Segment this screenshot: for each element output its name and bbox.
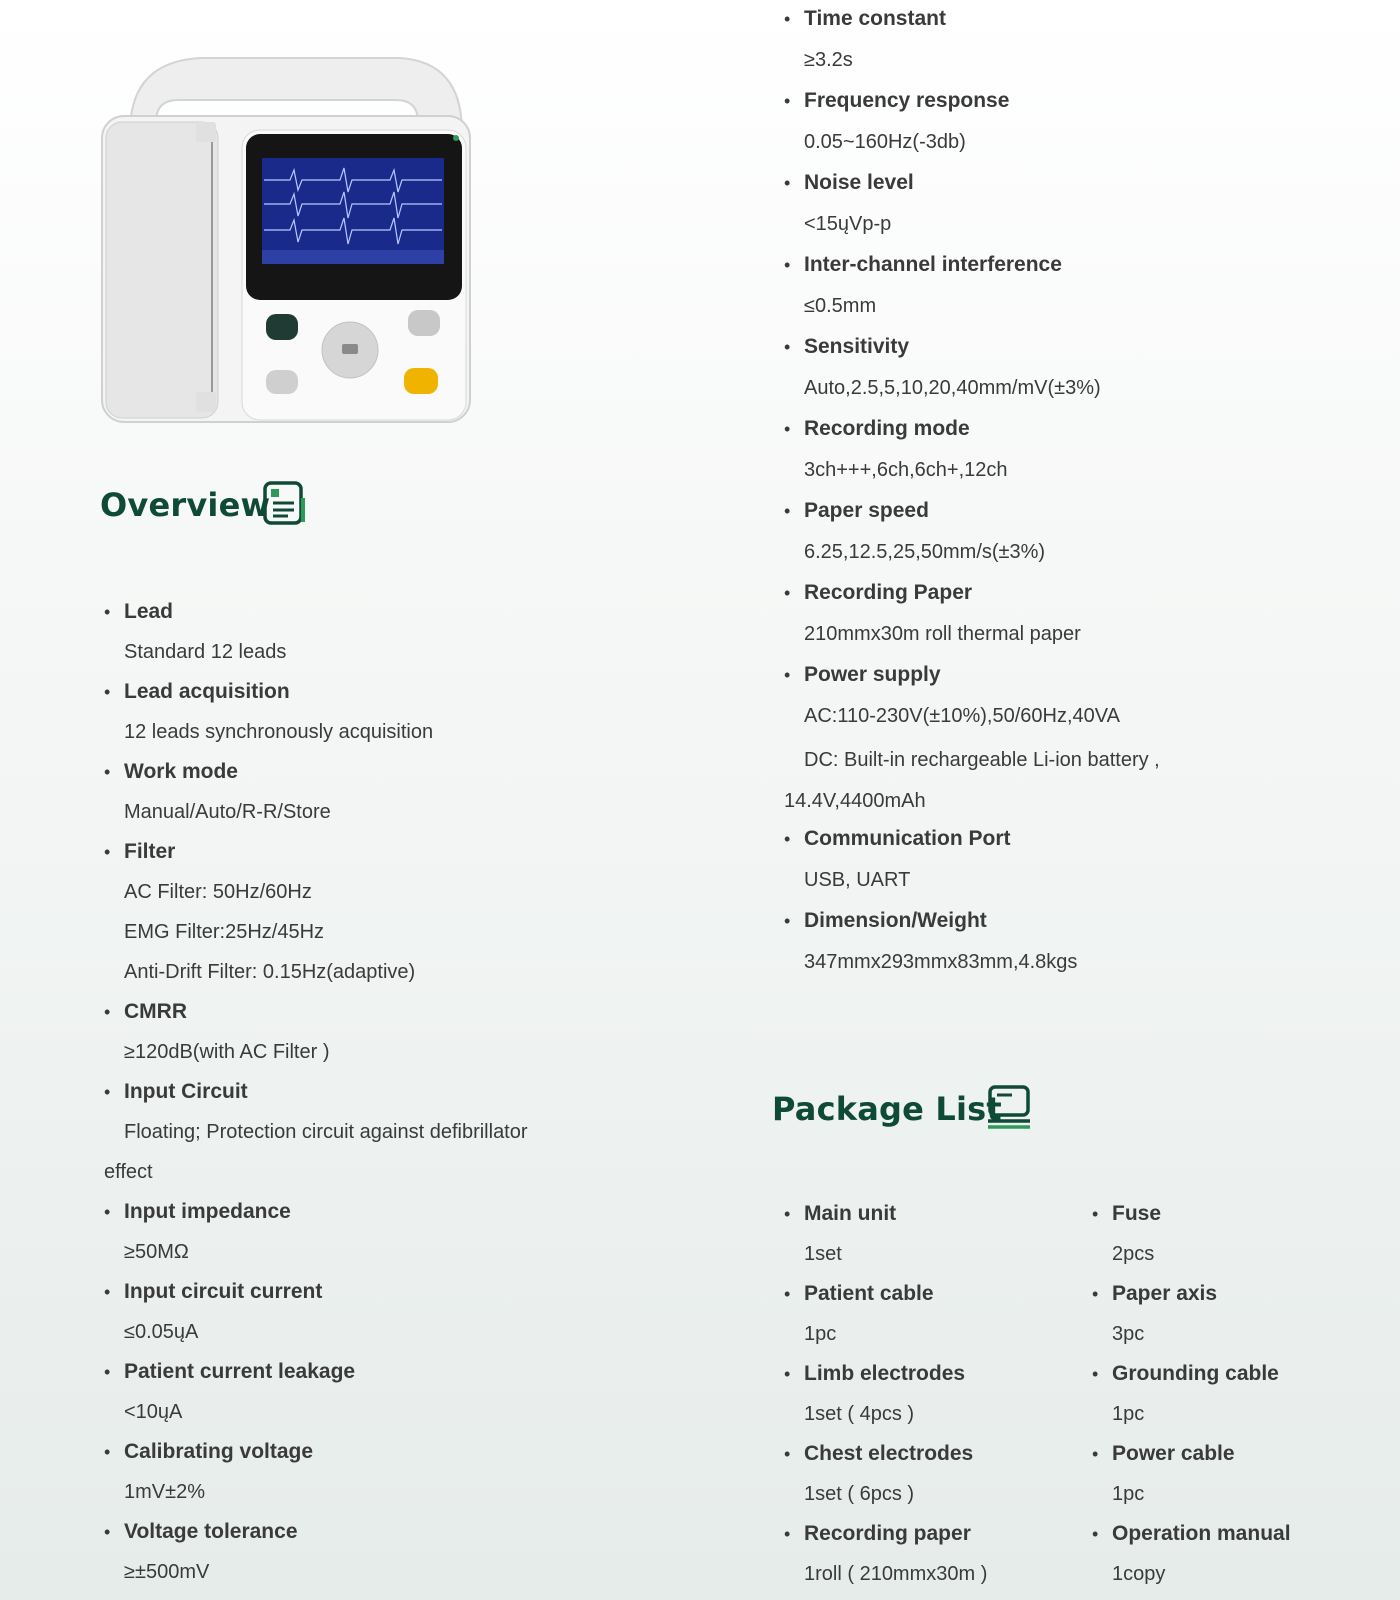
spec-work-mode <box>104 752 664 832</box>
spec-label: • Frequency response <box>804 89 1010 112</box>
spec-label: • Time constant <box>804 7 946 30</box>
spec-noise-level <box>784 164 1384 246</box>
spec-lead-acquisition <box>104 672 664 752</box>
spec-label: • Input circuit current <box>124 1280 323 1303</box>
spec-value: EMG Filter:25Hz/45Hz <box>124 921 325 943</box>
spec-input-circuit <box>104 1072 664 1192</box>
spec-label: • Power supply <box>804 663 941 686</box>
package-item-qty: 1set ( 6pcs ) <box>804 1483 915 1505</box>
package-item-label: • Power cable <box>1112 1442 1235 1465</box>
spec-value: AC:110-230V(±10%),50/60Hz,40VA <box>804 705 1120 727</box>
spec-inter-channel-interference <box>784 246 1384 328</box>
spec-communication-port <box>784 820 1384 902</box>
spec-calibrating-voltage <box>104 1432 664 1512</box>
laptop-icon <box>986 1084 1032 1130</box>
overview-spec-list <box>104 592 664 1592</box>
spec-value: DC: Built-in rechargeable Li-ion battery , <box>804 749 1160 771</box>
package-item-label: • Paper axis <box>1112 1282 1218 1305</box>
package-list-left <box>784 1194 1084 1594</box>
spec-input-impedance <box>104 1192 664 1272</box>
package-item-label: • Chest electrodes <box>804 1442 974 1465</box>
spec-value: 14.4V,4400mAh <box>784 790 926 812</box>
spec-lead <box>104 592 664 672</box>
spec-paper-speed <box>784 492 1384 574</box>
spec-value: 1mV±2% <box>124 1481 206 1503</box>
spec-value: 210mmx30m roll thermal paper <box>804 623 1081 645</box>
spec-label: • Inter-channel interference <box>804 253 1062 276</box>
spec-input-circuit-current <box>104 1272 664 1352</box>
spec-sensitivity <box>784 328 1384 410</box>
package-item <box>784 1194 1084 1274</box>
spec-cmrr <box>104 992 664 1072</box>
spec-label: • Calibrating voltage <box>124 1440 314 1463</box>
package-item <box>784 1354 1084 1434</box>
spec-dimension-weight <box>784 902 1384 984</box>
package-item-label: • Recording paper <box>804 1522 971 1545</box>
spec-label: • Work mode <box>124 760 238 783</box>
spec-label: • Communication Port <box>804 827 1011 850</box>
spec-value: ≤0.5mm <box>804 295 877 317</box>
spec-value: Anti-Drift Filter: 0.15Hz(adaptive) <box>124 961 416 983</box>
package-item-label: • Patient cable <box>804 1282 934 1305</box>
spec-value: 0.05~160Hz(-3db) <box>804 131 966 153</box>
package-item-qty: 1pc <box>1112 1403 1145 1425</box>
spec-recording-paper <box>784 574 1384 656</box>
spec-label: • Input impedance <box>124 1200 291 1223</box>
package-item-label: • Grounding cable <box>1112 1362 1279 1385</box>
package-item-label: • Main unit <box>804 1202 897 1225</box>
spec-value: Standard 12 leads <box>124 641 287 663</box>
spec-value: ≥120dB(with AC Filter ) <box>124 1041 330 1063</box>
spec-label: • Filter <box>124 840 176 863</box>
spec-filter <box>104 832 664 992</box>
package-item-qty: 3pc <box>1112 1323 1145 1345</box>
spec-label: • Sensitivity <box>804 335 910 358</box>
package-item <box>784 1434 1084 1514</box>
spec-value: Floating; Protection circuit against defibrillator <box>124 1121 528 1143</box>
spec-value: Manual/Auto/R-R/Store <box>124 801 331 823</box>
package-item-qty: 1pc <box>804 1323 837 1345</box>
spec-label: • Dimension/Weight <box>804 909 987 932</box>
package-item <box>1092 1514 1392 1594</box>
spec-label: • Noise level <box>804 171 914 194</box>
spec-label: • Paper speed <box>804 499 929 522</box>
spec-value: ≥3.2s <box>804 49 853 71</box>
package-item-qty: 2pcs <box>1112 1243 1155 1265</box>
package-item <box>784 1274 1084 1354</box>
spec-label: • Lead acquisition <box>124 680 290 703</box>
spec-label: • Recording Paper <box>804 581 973 604</box>
spec-value: effect <box>104 1161 153 1183</box>
spec-label: • Lead <box>124 600 174 623</box>
spec-value: 6.25,12.5,25,50mm/s(±3%) <box>804 541 1046 563</box>
spec-label: • Recording mode <box>804 417 970 440</box>
package-item <box>1092 1434 1392 1514</box>
package-item-label: • Fuse <box>1112 1202 1162 1225</box>
package-item-qty: 1set <box>804 1243 842 1265</box>
ecg-device-image <box>100 52 472 424</box>
package-item <box>784 1514 1084 1594</box>
package-item-qty: 1pc <box>1112 1483 1145 1505</box>
spec-time-constant <box>784 0 1384 82</box>
package-list-title: Package List <box>772 1090 1002 1128</box>
spec-label: • Voltage tolerance <box>124 1520 298 1543</box>
package-item-qty: 1roll ( 210mmx30m ) <box>804 1563 988 1585</box>
overview-items <box>104 592 664 1592</box>
package-item-label: • Limb electrodes <box>804 1362 966 1385</box>
package-item-qty: 1set ( 4pcs ) <box>804 1403 915 1425</box>
spec-recording-mode <box>784 410 1384 492</box>
spec-label: • CMRR <box>124 1000 187 1023</box>
spec-value: USB, UART <box>804 869 911 891</box>
spec-value: 347mmx293mmx83mm,4.8kgs <box>804 951 1078 973</box>
package-item <box>1092 1194 1392 1274</box>
spec-value: ≤0.05ųA <box>124 1321 199 1343</box>
spec-value: ≥50MΩ <box>124 1241 189 1263</box>
spec-value: Auto,2.5,5,10,20,40mm/mV(±3%) <box>804 377 1101 399</box>
spec-frequency-response <box>784 82 1384 164</box>
spec-label: • Patient current leakage <box>124 1360 356 1383</box>
package-item-label: • Operation manual <box>1112 1522 1291 1545</box>
spec-value: 3ch+++,6ch,6ch+,12ch <box>804 459 1008 481</box>
spec-value: 12 leads synchronously acquisition <box>124 721 434 743</box>
spec-value: <15ųVp-p <box>804 213 892 235</box>
spec-value: <10ųA <box>124 1401 183 1423</box>
spec-power-supply <box>784 656 1384 820</box>
document-icon <box>262 480 308 526</box>
spec-voltage-tolerance <box>104 1512 664 1592</box>
package-list-right <box>1092 1194 1392 1594</box>
specs-right-list <box>784 0 1384 984</box>
spec-value: AC Filter: 50Hz/60Hz <box>124 881 312 903</box>
overview-title: Overview <box>100 486 271 524</box>
spec-patient-current-leakage <box>104 1352 664 1432</box>
spec-value: ≥±500mV <box>124 1561 210 1583</box>
package-item <box>1092 1274 1392 1354</box>
package-item <box>1092 1354 1392 1434</box>
package-item-qty: 1copy <box>1112 1563 1166 1585</box>
spec-label: • Input Circuit <box>124 1080 248 1103</box>
